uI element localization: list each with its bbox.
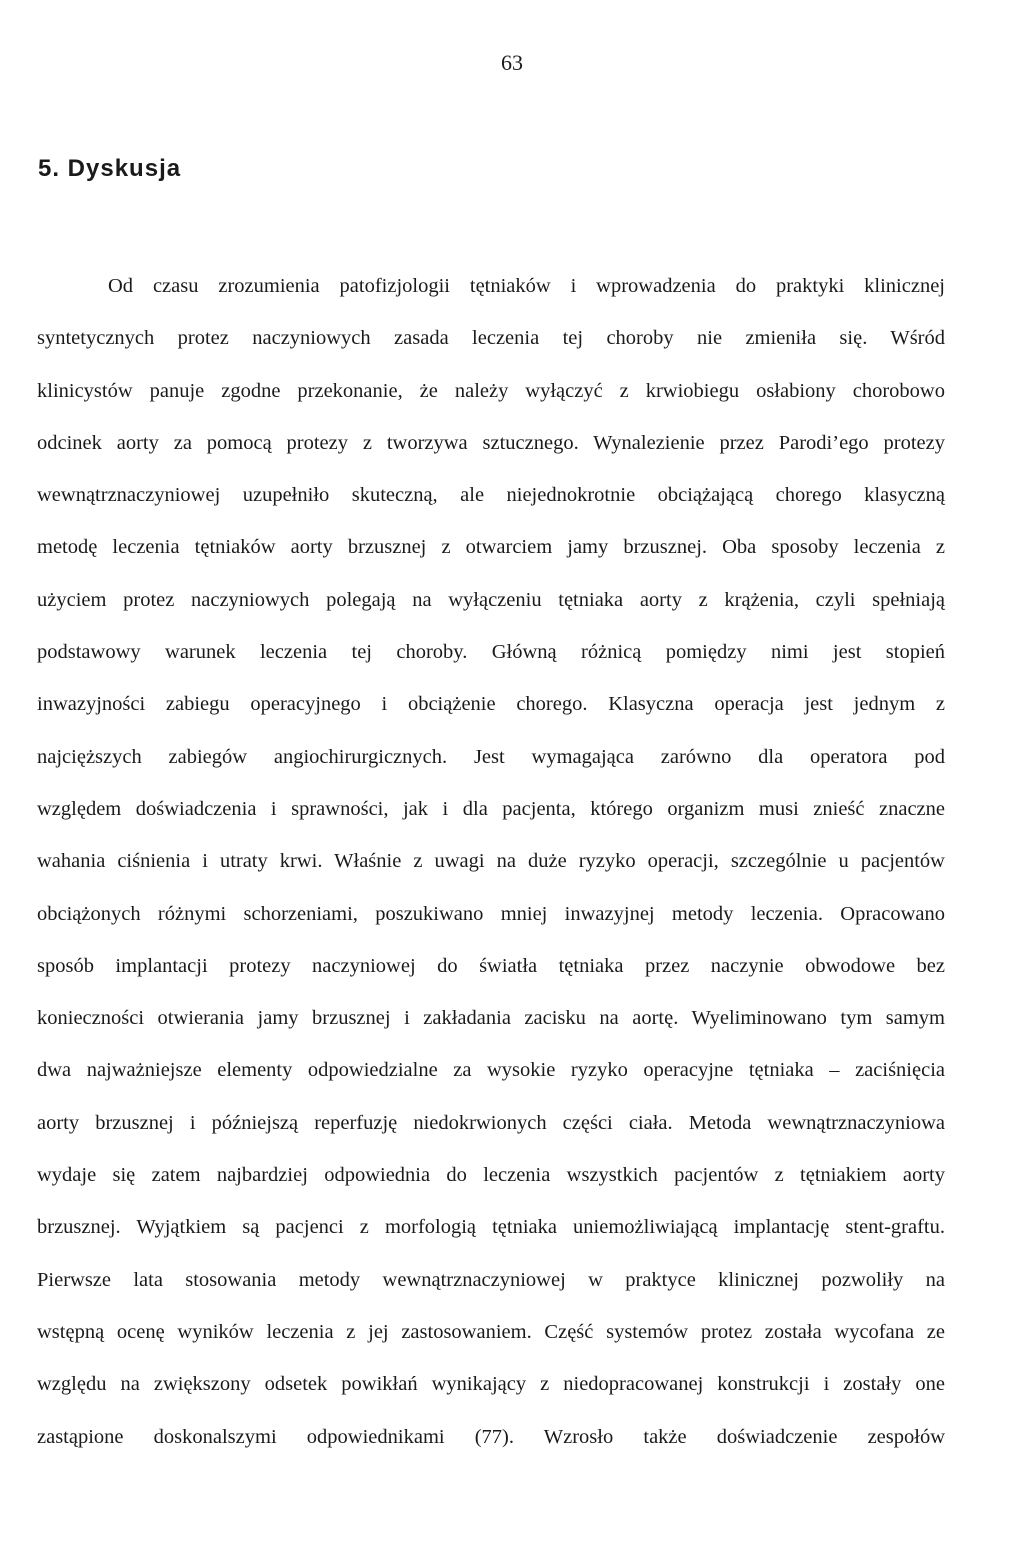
text-line: sposób implantacji protezy naczyniowej do światła tętniaka przez naczynie obwodowe bez	[37, 954, 945, 977]
text-line: wydaje się zatem najbardziej odpowiednia do leczenia wszystkich pacjentów z tętniakiem aorty	[37, 1164, 945, 1187]
text-line: wahania ciśnienia i utraty krwi. Właśnie z uwagi na duże ryzyko operacji, szczególnie u pacjentów	[37, 850, 945, 873]
text-line: metodę leczenia tętniaków aorty brzusznej z otwarciem jamy brzusznej. Oba sposoby leczenia z	[37, 536, 945, 559]
text-line: inwazyjności zabiegu operacyjnego i obciążenie chorego. Klasyczna operacja jest jednym z	[37, 693, 945, 716]
body-paragraph	[37, 260, 945, 1463]
text-line: podstawowy warunek leczenia tej choroby. Główną różnicą pomiędzy nimi jest stopień	[37, 641, 945, 664]
text-line: klinicystów panuje zgodne przekonanie, że należy wyłączyć z krwiobiegu osłabiony chorobowo	[37, 379, 945, 402]
text-line: wstępną ocenę wyników leczenia z jej zastosowaniem. Część systemów protez została wycofana ze	[37, 1320, 945, 1343]
text-line: Pierwsze lata stosowania metody wewnątrznaczyniowej w praktyce klinicznej pozwoliły na	[37, 1268, 945, 1291]
text-line: Od czasu zrozumienia patofizjologii tętniaków i wprowadzenia do praktyki klinicznej	[108, 275, 945, 297]
text-line: konieczności otwierania jamy brzusznej i zakładania zacisku na aortę. Wyeliminowano tym samym	[37, 1007, 945, 1030]
text-line: obciążonych różnymi schorzeniami, poszukiwano mniej inwazyjnej metody leczenia. Opracowano	[37, 902, 945, 925]
section-heading: 5. Dyskusja	[38, 155, 182, 182]
text-line: wewnątrznaczyniowej uzupełniło skuteczną, ale niejednokrotnie obciążającą chorego klasyczną	[37, 484, 945, 507]
text-line: aorty brzusznej i późniejszą reperfuzję niedokrwionych części ciała. Metoda wewnątrznaczyniowa	[37, 1111, 945, 1134]
text-line: względu na zwiększony odsetek powikłań wynikający z niedopracowanej konstrukcji i zostały one	[37, 1373, 945, 1396]
text-line: dwa najważniejsze elementy odpowiedzialne za wysokie ryzyko operacyjne tętniaka – zaciśnięcia	[37, 1059, 945, 1082]
text-line: brzusznej. Wyjątkiem są pacjenci z morfologią tętniaka uniemożliwiającą implantację stent-graftu.	[37, 1216, 945, 1239]
page-number: 63	[501, 50, 523, 75]
text-line: syntetycznych protez naczyniowych zasada leczenia tej choroby nie zmieniła się. Wśród	[37, 327, 945, 350]
text-line: najcięższych zabiegów angiochirurgicznych. Jest wymagająca zarówno dla operatora pod	[37, 745, 945, 768]
text-line: odcinek aorty za pomocą protezy z tworzywa sztucznego. Wynalezienie przez Parodi’ego protezy	[37, 431, 945, 454]
text-line: względem doświadczenia i sprawności, jak i dla pacjenta, którego organizm musi znieść znaczne	[37, 797, 945, 820]
text-line: zastąpione doskonalszymi odpowiednikami (77). Wzrosło także doświadczenie zespołów	[37, 1425, 945, 1448]
text-line: użyciem protez naczyniowych polegają na wyłączeniu tętniaka aorty z krążenia, czyli spełniają	[37, 588, 945, 611]
